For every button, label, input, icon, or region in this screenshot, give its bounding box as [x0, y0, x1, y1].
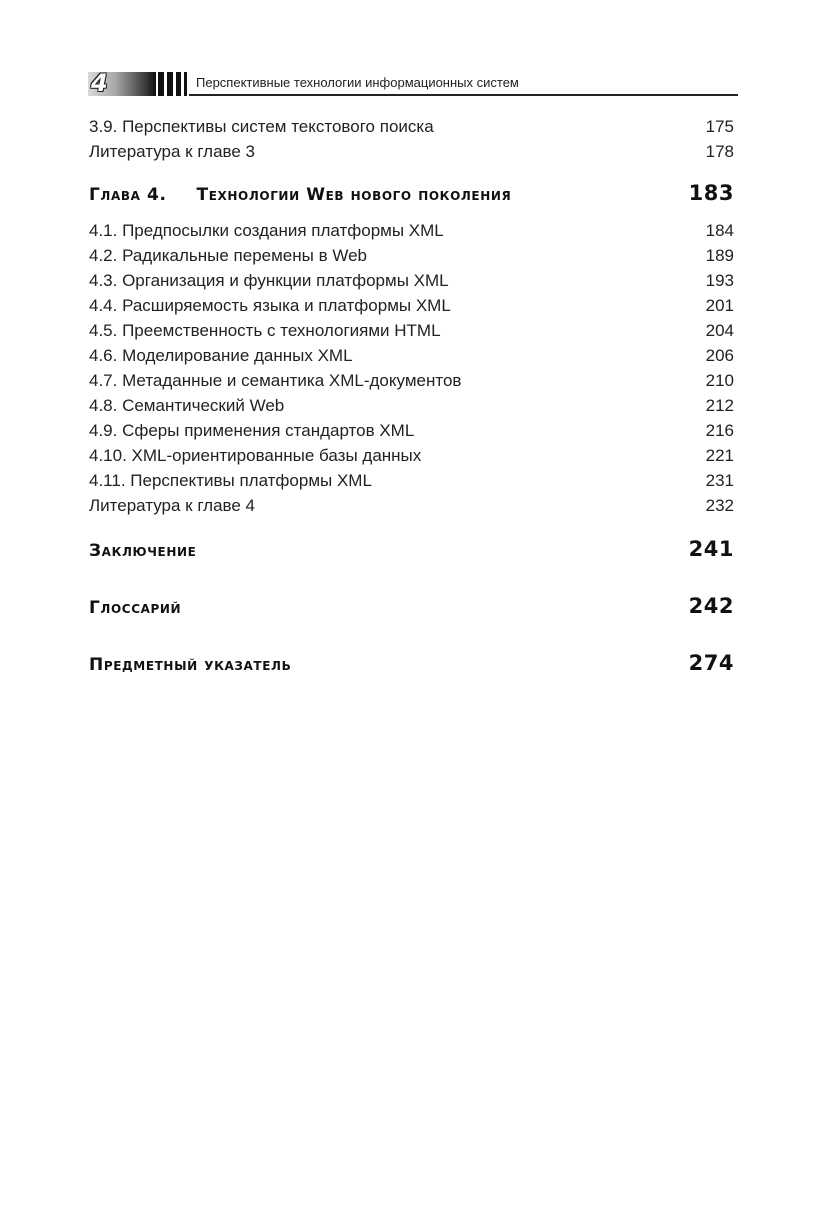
- toc-entry-label: 4.7. Метаданные и семантика XML-документов: [89, 371, 462, 390]
- toc-entry-label: 4.4. Расширяемость языка и платформы XML: [89, 296, 451, 315]
- toc-entry-page: 232: [705, 496, 734, 515]
- toc-entry[interactable]: [89, 318, 734, 343]
- page-number-box: [88, 69, 156, 97]
- running-header: [88, 69, 738, 97]
- toc-entry[interactable]: [89, 368, 734, 393]
- toc-entry[interactable]: [89, 443, 734, 468]
- toc-back-matter-entry[interactable]: [89, 650, 734, 678]
- page-number: 4: [91, 69, 108, 97]
- back-matter-label: Предметный указатель: [89, 655, 292, 675]
- toc-entry-page: 204: [705, 321, 734, 340]
- toc-entry-page: 184: [705, 221, 734, 240]
- header-decorative-bars: [156, 72, 190, 96]
- toc-entry[interactable]: [89, 218, 734, 243]
- toc-entry-label: 4.8. Семантический Web: [89, 396, 285, 415]
- toc-entry-label: 4.5. Преемственность с технологиями HTML: [89, 321, 441, 340]
- chapter-page: 183: [688, 181, 734, 205]
- toc-back-matter-entry[interactable]: [89, 593, 734, 621]
- toc-chapter-heading[interactable]: [89, 180, 734, 208]
- table-of-contents: [89, 114, 734, 678]
- toc-entry-label: 4.2. Радикальные перемены в Web: [89, 246, 367, 265]
- toc-entry-page: 231: [705, 471, 734, 490]
- chapter-prefix: Глава 4.: [89, 185, 167, 205]
- toc-entry[interactable]: [89, 493, 734, 518]
- back-matter-page: 274: [688, 651, 734, 675]
- toc-entry-label: 4.10. XML-ориентированные базы данных: [89, 446, 422, 465]
- back-matter-label: Глоссарий: [89, 598, 182, 618]
- toc-entry-page: 193: [705, 271, 734, 290]
- toc-entry-label: 4.9. Сферы применения стандартов XML: [89, 421, 415, 440]
- chapter-title: Технологии Web нового поколения: [196, 185, 512, 205]
- back-matter-label: Заключение: [89, 541, 197, 561]
- toc-entry-label: Литература к главе 4: [89, 496, 255, 515]
- header-rule: [189, 94, 738, 96]
- toc-entry-label: 4.6. Моделирование данных XML: [89, 346, 353, 365]
- back-matter-page: 242: [688, 594, 734, 618]
- toc-entry-label: 4.1. Предпосылки создания платформы XML: [89, 221, 444, 240]
- toc-entry-page: 178: [705, 142, 734, 161]
- back-matter-page: 241: [688, 537, 734, 561]
- toc-entry[interactable]: [89, 468, 734, 493]
- toc-entry-page: 175: [705, 117, 734, 136]
- toc-entry[interactable]: [89, 343, 734, 368]
- toc-entry[interactable]: [89, 114, 734, 139]
- toc-entry-page: 210: [705, 371, 734, 390]
- toc-entry-page: 189: [705, 246, 734, 265]
- toc-entry-label: Литература к главе 3: [89, 142, 255, 161]
- toc-entry[interactable]: [89, 393, 734, 418]
- toc-entry-label: 4.11. Перспективы платформы XML: [89, 471, 372, 490]
- toc-entry-page: 206: [705, 346, 734, 365]
- toc-entry-page: 212: [705, 396, 734, 415]
- toc-back-matter-entry[interactable]: [89, 536, 734, 564]
- toc-entry-page: 216: [705, 421, 734, 440]
- toc-entry-label: 3.9. Перспективы систем текстового поиска: [89, 117, 434, 136]
- toc-entry[interactable]: [89, 293, 734, 318]
- toc-entry[interactable]: [89, 139, 734, 164]
- toc-entry-page: 221: [705, 446, 734, 465]
- toc-entry-page: 201: [705, 296, 734, 315]
- toc-entry[interactable]: [89, 418, 734, 443]
- toc-entry[interactable]: [89, 243, 734, 268]
- running-title: Перспективные технологии информационных систем: [196, 75, 519, 90]
- toc-entry[interactable]: [89, 268, 734, 293]
- toc-entry-label: 4.3. Организация и функции платформы XML: [89, 271, 449, 290]
